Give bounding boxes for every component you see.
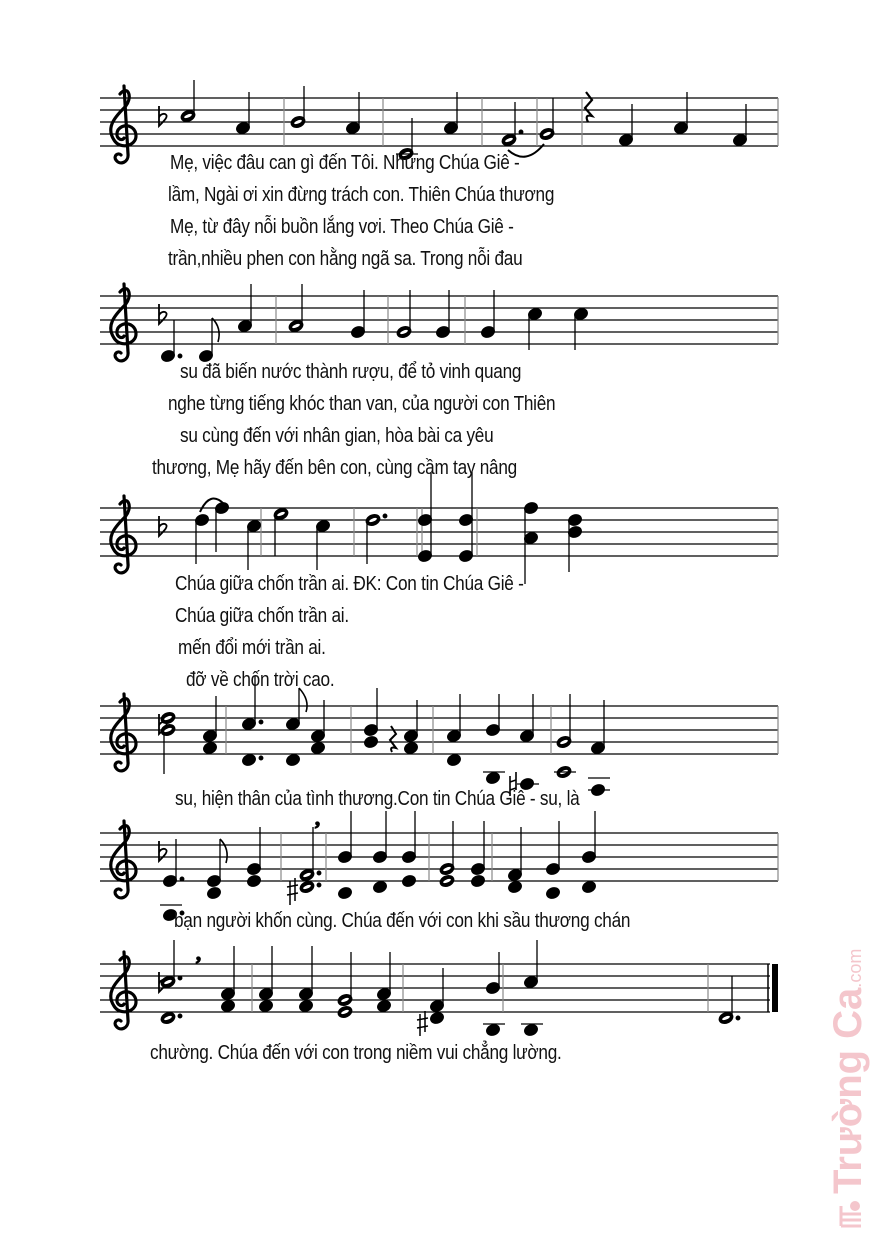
svg-text:,: ,: [315, 808, 320, 830]
flat-icon: [159, 841, 167, 861]
lyric-line: su đã biến nước thành rượu, để tỏ vinh quang: [180, 361, 522, 383]
watermark: [826, 949, 871, 1230]
lyric-line: thương, Mẹ hãy đến bên con, cùng cầm tay nâng: [152, 457, 517, 479]
flat-icon: [159, 516, 167, 536]
lyric-line: mến đổi mới trần ai.: [178, 637, 326, 659]
lyric-line: lầm, Ngài ơi xin đừng trách con. Thiên Chúa thương: [168, 184, 555, 206]
staff-system-3: [100, 472, 778, 584]
lyric-line: bạn người khốn cùng. Chúa đến với con khi sầu thương chán: [174, 910, 631, 932]
lyric-line: su cùng đến với nhân gian, hòa bài ca yêu: [180, 425, 494, 447]
lyric-line: trần,nhiều phen con hằng ngã sa. Trong nỗi đau: [168, 248, 523, 270]
lyric-line: Mẹ, từ đây nỗi buồn lắng vơi. Theo Chúa Giê -: [170, 216, 514, 238]
watermark-text: Trường Ca: [826, 987, 870, 1194]
svg-text:,: ,: [196, 943, 201, 965]
harp-icon: [835, 1200, 865, 1230]
staff-system-6: [100, 940, 778, 1037]
lyric-line: Chúa giữa chốn trần ai.: [175, 605, 349, 627]
lyric-line: chường. Chúa đến với con trong niềm vui chẳng lường.: [150, 1042, 562, 1064]
lyric-line: đỡ về chốn trời cao.: [186, 669, 335, 691]
flat-icon: [159, 304, 167, 324]
staff-system-5: [100, 808, 778, 922]
lyric-line: su, hiện thân của tình thương.Con tin Chúa Giê - su, là: [175, 788, 580, 810]
lyric-line: Chúa giữa chốn trần ai. ĐK: Con tin Chúa Giê -: [175, 573, 524, 595]
flat-icon: [159, 106, 167, 126]
staff-system-1: [100, 80, 778, 163]
final-barline-thick: [772, 964, 778, 1012]
staff-system-2: [100, 284, 778, 363]
lyric-line: nghe từng tiếng khóc than van, của người con Thiên: [168, 393, 556, 415]
staff-system-4: [100, 676, 778, 797]
lyric-line: Mẹ, việc đâu can gì đến Tôi. Nhưng Chúa Giê -: [170, 152, 520, 174]
watermark-suffix: .com: [845, 948, 865, 988]
